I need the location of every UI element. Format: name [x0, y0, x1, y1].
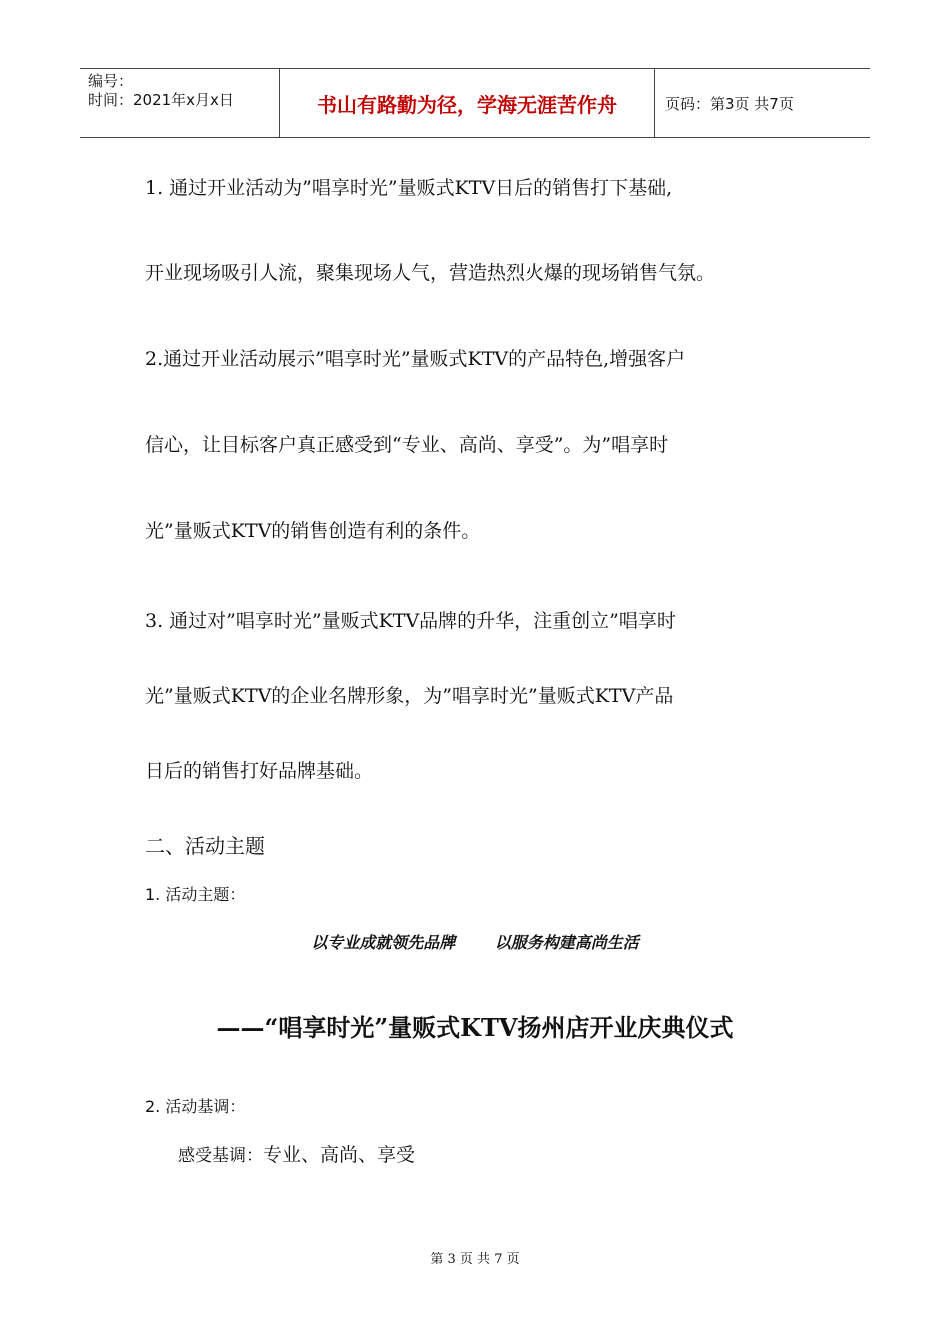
motto-left: 以专业成就领先品牌	[311, 933, 456, 952]
motto-right: 以服务构建高尚生活	[494, 933, 639, 952]
body-line: 日后的销售打好品牌基础。	[145, 760, 374, 782]
body-line: 1. 通过开业活动为”唱享时光”量贩式KTV日后的销售打下基础,	[145, 177, 673, 199]
document-number: 编号：	[88, 72, 134, 90]
body-line: 3. 通过对”唱享时光”量贩式KTV品牌的升华，注重创立”唱享时	[145, 610, 676, 632]
motto	[0, 930, 950, 953]
section-heading: 二、活动主题	[145, 834, 265, 858]
body-line: 光”量贩式KTV的企业名牌形象，为”唱享时光”量贩式KTV产品	[145, 685, 674, 707]
body-line: 光”量贩式KTV的销售创造有利的条件。	[145, 520, 481, 542]
item-label-theme: 1. 活动主题：	[145, 885, 246, 904]
tone-label: 感受基调：	[178, 1146, 263, 1166]
header-meta	[80, 69, 280, 137]
event-title: ——“唱享时光”量贩式KTV扬州店开业庆典仪式	[216, 1013, 734, 1042]
tone-value: 专业、高尚、享受	[263, 1144, 416, 1166]
item-label-tone: 2. 活动基调：	[145, 1097, 246, 1116]
tone-line	[178, 1140, 415, 1167]
page-header	[80, 68, 870, 138]
document-date: 时间：2021年x月x日	[88, 91, 234, 109]
page-footer: 第 3 页 共 7 页	[430, 1252, 520, 1267]
header-page-info: 页码：第3页 共7页	[665, 94, 794, 113]
body-line: 开业现场吸引人流，聚集现场人气，营造热烈火爆的现场销售气氛。	[145, 262, 716, 284]
body-line: 信心，让目标客户真正感受到“专业、高尚、享受”。为”唱享时	[145, 434, 669, 456]
header-slogan: 书山有路勤为径，学海无涯苦作舟	[280, 69, 655, 137]
body-line: 2.通过开业活动展示”唱享时光”量贩式KTV的产品特色,增强客户	[145, 348, 686, 370]
